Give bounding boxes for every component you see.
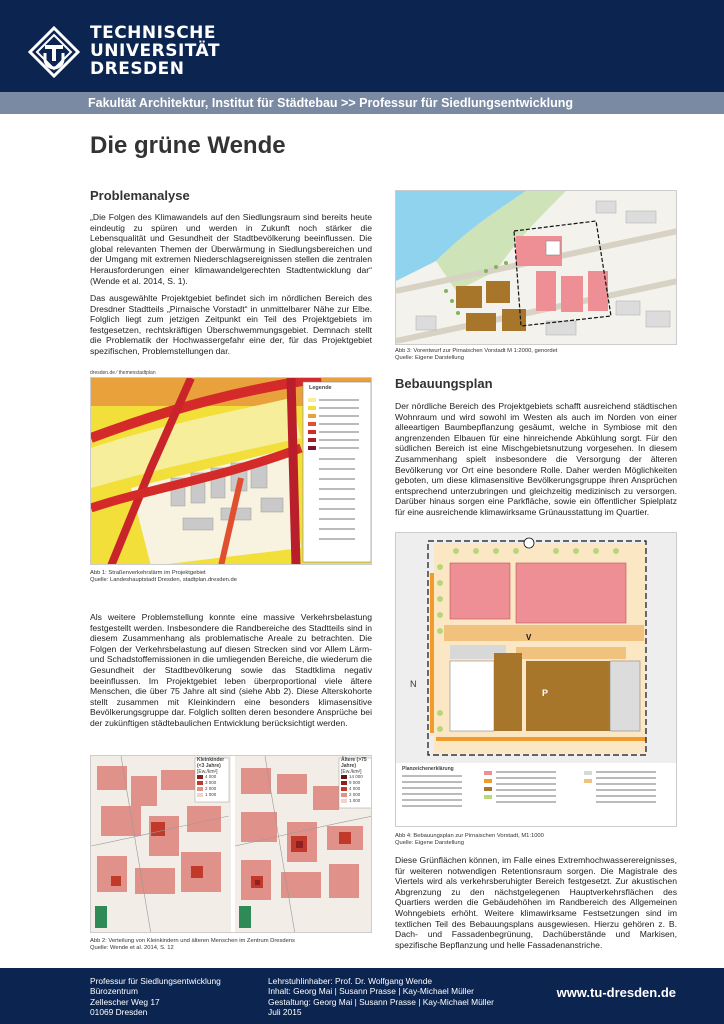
parking-marker-icon: P (542, 688, 549, 698)
footer-address-line-4: 01069 Dresden (90, 1007, 148, 1018)
plan-paragraph-2: Diese Grünflächen können, im Falle eines Extremhochwasserereignisses, für weiteren notwendigen Retentionsraum sorgen. Die Magistrale des Viertels wird als verkehrsberuhigter Bereich festgesetzt. Zur akustischen Abgrenzung zu den nächstgelegenen Hauptverkehrsflächen des Quartiers werden die Gebäudehöhen im Randbereich des Allgemeinen Wohngebiets erhöht. Weitere klimawirksame Festsetzungen sind im textlichen Teil des Bebauungsplans ausgewiesen. Hierzu gehören z. B. Dach- und Fassadenbegrünung, Dachüberstände und Markisen, spezifische Bepflanzung und helle Fassadenanstriche. (395, 855, 677, 950)
fig2-left-scale-2: 3 000 (205, 780, 217, 785)
fig2-caption-title: Abb 2: Verteilung von Kleinkindern und älteren Menschen im Zentrum Dresdens (90, 938, 295, 944)
preliminary-design-figure (395, 190, 677, 345)
problem-paragraph-1: „Die Folgen des Klimawandels auf den Siedlungsraum sind bereits heute eindeutig zu spüren und werden in Zukunft noch stärker die Lebensqualität und Gesundheit der Stadtbevölkerung beeinflussen. Die global relevanten Themen der Überwärmung in Siedlungsbereichen und der Umgang mit extremen Niederschlagsereignissen stellen die zentralen Herausforderungen einer klimawandelgerechten Stadtentwicklung dar“ (Wende et al. 2014, S. 1). (90, 212, 372, 286)
fig2-right-scale-1: 14 000 (349, 774, 363, 779)
poster-title: Die grüne Wende (90, 132, 286, 159)
fig2-left-title: Kleinkinder (<3 Jahre) (197, 757, 225, 769)
fig2-right-scale-4: 2 000 (349, 792, 361, 797)
footer-address-line-2: Bürozentrum (90, 986, 138, 997)
plan-paragraph-1: Der nördliche Bereich des Projektgebiets schafft ausreichend städtischen Wohnraum und wird sowohl im Westen als auch im Norden von einer alleeartigen Baumbepflanzung gesäumt, welche in Symbiose mit den angrenzenden Elbauen für eine hinreichende Abkühlung sorgt. Für den südlichen Bereich ist eine Mischgebietsnutzung vorgesehen. In diesem Zusammenhang spielt insbesondere die Versorgung der älteren Bevölkerung vor Ort eine besondere Rolle. Daher werden Möglichkeiten geboten, um diese klimasensitive Bevölkerungsgruppe ihren Ansprüchen entsprechend unterzubringen und gleichzeitig medizinisch zu versorgen. Darüber hinaus sorgen eine Parkfläche, sowie ein öffentlicher Spielplatz für eine ausreichende klimawirksame Grünausstattung im Quartier. (395, 401, 677, 517)
fig2-caption-source: Quelle: Wende et al. 2014, S. 12 (90, 945, 174, 951)
fig2-right-scale-2: 9 000 (349, 780, 361, 785)
footer-address-line-3: Zellescher Weg 17 (90, 996, 160, 1007)
logo-line-3: DRESDEN (90, 59, 185, 79)
footer-website-link[interactable]: www.tu-dresden.de (556, 985, 676, 1000)
footer-bar (0, 968, 724, 1024)
fig1-caption-source: Quelle: Landeshauptstadt Dresden, stadtplan.dresden.de (90, 577, 237, 583)
footer-address-line-1: Professur für Siedlungsentwicklung (90, 976, 221, 986)
noise-map-figure (90, 377, 372, 565)
noise-map-image (91, 378, 372, 565)
fig2-left-scale-3: 2 000 (205, 786, 217, 791)
fig1-legend-title: Legende (309, 385, 332, 391)
development-plan-image (396, 533, 677, 827)
fig3-caption-title: Abb 3: Vorentwurf zur Pirnaischen Vorstadt M 1:2000, genordet (395, 348, 558, 354)
fig1-caption-title: Abb 1: Straßenverkehrslärm im Projektgebiet (90, 570, 206, 576)
fig2-right-scale-5: 1 000 (349, 798, 361, 803)
university-name (90, 24, 220, 78)
footer-credits-line-4: Juli 2015 (268, 1007, 302, 1018)
population-maps-image (91, 756, 372, 933)
faculty-bar: Fakultät Architektur, Institut für Städtebau >> Professur für Siedlungsentwicklung (0, 92, 724, 114)
tu-dresden-logo-icon (28, 26, 80, 78)
preliminary-design-image (396, 191, 677, 345)
section-heading-problem-analysis: Problemanalyse (90, 188, 190, 203)
fig2-right-scale-3: 4 000 (349, 786, 361, 791)
fig2-left-scale-1: 4 000 (205, 774, 217, 779)
fig3-caption-source: Quelle: Eigene Darstellung (395, 355, 464, 361)
north-arrow-icon: N (410, 679, 417, 689)
logo-line-1: TECHNISCHE (90, 23, 217, 43)
traffic-calmed-marker-icon: V (526, 633, 532, 642)
footer-credits (268, 976, 494, 1018)
logo-line-2: UNIVERSITÄT (90, 41, 220, 61)
population-maps-figure (90, 755, 372, 933)
problem-paragraph-2: Das ausgewählte Projektgebiet befindet sich im nördlichen Bereich des Dresdner Stadtteils „Pirnaische Vorstadt“ in unmittelbarer Nähe zur Elbe. Folglich liegt zum jetzigen Zeitpunkt ein Teil des Projektgebiets im festgesetzen, rechtskräftigen Überschwemmungsgebiet. Demnach stellt die Problematik der Hochwassergefahr eine der, für das Projektgebiet spezifischen, Problemstellungen dar. (90, 293, 372, 356)
fig2-right-unit: [Ew./km²] (341, 769, 362, 775)
fig4-caption-title: Abb 4: Bebauungsplan zur Pirnaischen Vorstadt, M1:1000 (395, 833, 544, 839)
header-bar (0, 0, 724, 92)
footer-address (90, 976, 221, 1018)
fig2-left-unit: [Ew./km²] (197, 769, 218, 775)
fig1-source-label: dresden.de ⁄ themenstadtplan (90, 370, 156, 376)
footer-credits-line-1: Lehrstuhlinhaber: Prof. Dr. Wolfgang Wende (268, 976, 433, 986)
fig4-caption-source: Quelle: Eigene Darstellung (395, 840, 464, 846)
problem-paragraph-3: Als weitere Problemstellung konnte eine massive Verkehrsbelastung festgestellt werden. Insbesondere die Randbereiche des Stadtteils sind in diesem Zusammenhang als problematische Areale zu betrachten. Die Folgen der Verkehrsbelastung auf diesen Strecken sind vor Allem Lärm- und Schadstoffemissionen in die umliegenden Bereiche, die wiederum die Gesundheit der Stadtbevölkerung sowie das Stadtklima negativ beeinflussen. Im Projektgebiet leben überproportional viele ältere Menschen, die über 75 Jahre alt sind (siehe Abb 2). Diese Alterskohorte stellt zusammen mit Kleinkindern eine besonders klimasensitive Bevölkerungsgruppe dar. Folglich sollten deren besondere Ansprüche bei der zukünftigen städtebaulichen Entwicklung berücksichtigt werden. (90, 612, 372, 728)
footer-credits-line-2: Inhalt: Georg Mai | Susann Prasse | Kay-Michael Müller (268, 986, 474, 997)
fig4-legend-title: Planzeichenerklärung (402, 766, 454, 772)
development-plan-figure (395, 532, 677, 827)
section-heading-development-plan: Bebauungsplan (395, 376, 493, 391)
footer-credits-line-3: Gestaltung: Georg Mai | Susann Prasse | Kay-Michael Müller (268, 996, 494, 1007)
fig2-right-title: Ältere (>75 Jahre) (341, 757, 367, 769)
fig2-left-scale-4: 1 000 (205, 792, 217, 797)
